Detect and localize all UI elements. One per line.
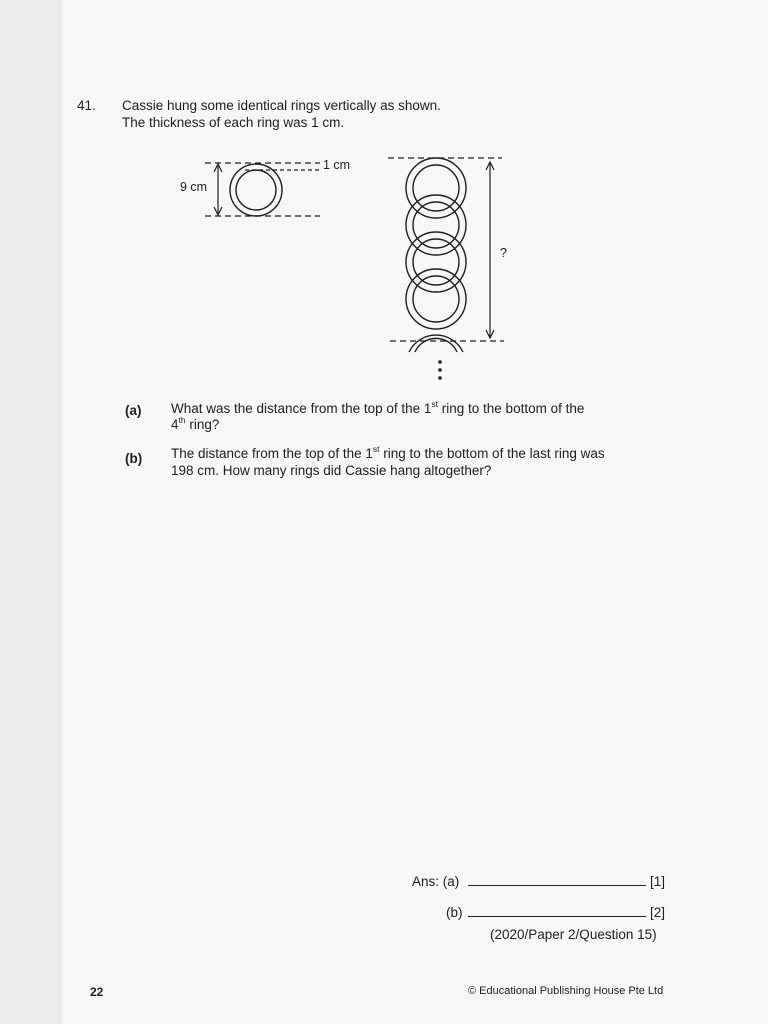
part-b-text-line-2: 198 cm. How many rings did Cassie hang altogether? — [171, 463, 492, 478]
copyright-notice: © Educational Publishing House Pte Ltd — [468, 985, 664, 997]
answer-b-label: (b) — [446, 905, 463, 920]
answer-a-marks: [1] — [650, 874, 666, 889]
part-a-label: (a) — [125, 403, 142, 418]
part-b-label: (b) — [125, 451, 143, 466]
part-a-text-line-1: What was the distance from the top of the 1st ring to the bottom of the — [171, 398, 585, 416]
ring-height-label: 9 cm — [180, 180, 208, 194]
question-text-line-2: The thickness of each ring was 1 cm. — [122, 115, 345, 130]
page-number: 22 — [90, 985, 104, 999]
question-number: 41. — [77, 98, 96, 113]
part-b-text-line-1: The distance from the top of the 1st ring to the bottom of the last ring was — [171, 443, 605, 461]
unknown-length-label: ? — [500, 246, 507, 260]
answer-a-label: Ans: (a) — [412, 874, 460, 889]
answer-b-marks: [2] — [650, 905, 666, 920]
answer-a-blank[interactable] — [468, 885, 646, 886]
ring-chain-figure — [388, 158, 504, 352]
question-text-line-1: Cassie hung some identical rings vertically as shown. — [122, 98, 441, 113]
ring-thickness-label: 1 cm — [323, 158, 351, 172]
continuation-dots — [438, 360, 442, 380]
question-source: (2020/Paper 2/Question 15) — [490, 927, 657, 942]
single-ring-figure — [205, 163, 320, 216]
answer-b-blank[interactable] — [468, 916, 646, 917]
part-a-text-line-2: 4th ring? — [171, 414, 220, 432]
